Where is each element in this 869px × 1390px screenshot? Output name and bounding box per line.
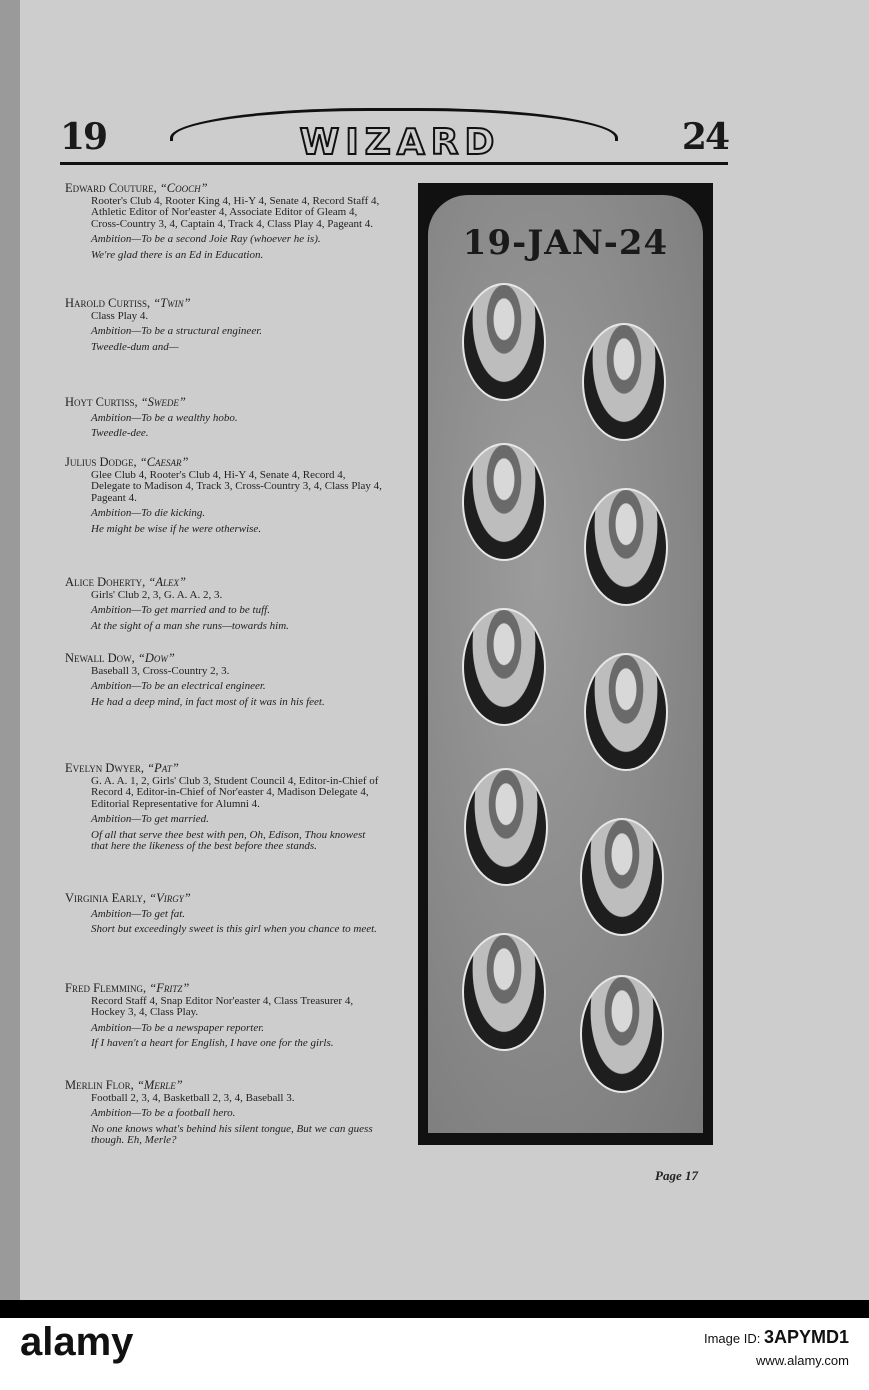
student-quote: We're glad there is an Ed in Education. xyxy=(91,248,264,261)
student-activities: G. A. A. 1, 2, Girls' Club 3, Student Council 4, Editor-in-Chief of Record 4, Editor-in-Chief of Nor'easter 4, Madison Delegate 4, Editorial Representative for Alumni 4. xyxy=(91,774,379,810)
student-activities: Glee Club 4, Rooter's Club 4, Hi-Y 4, Senate 4, Record 4, Delegate to Madison 4, Track 3, Cross-Country 3, 4, Class Play 4, Pageant 4. xyxy=(91,468,382,504)
photo-panel xyxy=(418,183,713,1145)
student-name-text: Edward Couture, xyxy=(65,181,157,195)
photo-panel-title: 19-JAN-24 xyxy=(462,223,669,263)
student-ambition: Ambition—To be a structural engineer. xyxy=(91,325,263,337)
student-name xyxy=(65,893,385,905)
student-ambition: Ambition—To get married and to be tuff. xyxy=(91,604,270,616)
student-ambition: Ambition—To be a second Joie Ray (whoever he is). xyxy=(91,233,321,245)
student-quote: At the sight of a man she runs—towards him. xyxy=(91,619,289,632)
student-nickname: “Merle” xyxy=(136,1078,183,1092)
banner-year-right: 24 xyxy=(681,116,728,158)
student-name-text: Hoyt Curtiss, xyxy=(65,395,138,409)
student-quote: He might be wise if he were otherwise. xyxy=(91,522,262,535)
senior-entry xyxy=(65,577,385,632)
senior-entry xyxy=(65,183,385,261)
student-activities: Class Play 4. xyxy=(91,309,149,322)
student-quote: Tweedle-dum and— xyxy=(91,340,179,353)
page-number: Page 17 xyxy=(655,1168,698,1183)
alamy-url: www.alamy.com xyxy=(756,1353,849,1368)
student-ambition: Ambition—To get married. xyxy=(91,813,209,825)
page-edge xyxy=(0,0,20,1300)
student-quote: Of all that serve thee best with pen, Oh, Edison, Thou knowest that here the likeness of the best before thee stands. xyxy=(91,828,366,852)
wizard-banner xyxy=(60,108,728,170)
photo-panel-background xyxy=(428,195,703,1133)
student-ambition: Ambition—To die kicking. xyxy=(91,507,206,519)
student-name xyxy=(65,763,385,775)
senior-entry xyxy=(65,397,385,440)
banner-year-left: 19 xyxy=(60,116,107,158)
student-activities: Record Staff 4, Snap Editor Nor'easter 4, Class Treasurer 4, Hockey 3, 4, Class Play. xyxy=(91,994,354,1018)
student-nickname: “Pat” xyxy=(147,761,179,775)
senior-entry xyxy=(65,653,385,708)
student-portrait xyxy=(580,818,664,936)
stock-footer xyxy=(0,1300,869,1390)
student-nickname: “Cooch” xyxy=(159,181,208,195)
student-ambition: Ambition—To be a wealthy hobo. xyxy=(91,411,238,424)
student-name-text: Evelyn Dwyer, xyxy=(65,761,144,775)
student-name xyxy=(65,983,385,995)
student-activities: Rooter's Club 4, Rooter King 4, Hi-Y 4, Senate 4, Record Staff 4, Athletic Editor of Nor'easter 4, Associate Editor of Gleam 4, Cross-Country 3, 4, Captain 4, Track 4, Class Play 4, Pageant 4. xyxy=(91,194,380,230)
senior-entry xyxy=(65,983,385,1050)
student-name xyxy=(65,653,385,665)
student-name xyxy=(65,577,385,589)
image-id-label: Image ID: xyxy=(703,1331,761,1346)
student-name xyxy=(65,1080,385,1092)
student-portrait xyxy=(584,653,668,771)
student-nickname: “Swede” xyxy=(140,395,186,409)
student-activities: Girls' Club 2, 3, G. A. A. 2, 3. xyxy=(91,588,223,601)
student-name-text: Fred Flemming, xyxy=(65,981,147,995)
student-ambition: Ambition—To be a football hero. xyxy=(91,1107,236,1119)
student-ambition: Ambition—To be an electrical engineer. xyxy=(91,680,266,692)
senior-entry xyxy=(65,298,385,353)
student-nickname: “Fritz” xyxy=(149,981,190,995)
student-portrait xyxy=(584,488,668,606)
student-name-text: Alice Doherty, xyxy=(65,575,146,589)
senior-entry xyxy=(65,1080,385,1147)
student-nickname: “Virgy” xyxy=(149,891,191,905)
student-name-text: Newall Dow, xyxy=(65,651,135,665)
banner-title: WIZARD xyxy=(299,122,501,163)
senior-entry xyxy=(65,763,385,853)
student-ambition: Ambition—To be a newspaper reporter. xyxy=(91,1021,265,1034)
student-quote: No one knows what's behind his silent tongue, But we can guess though. Eh, Merle? xyxy=(91,1122,373,1146)
student-quote: If I haven't a heart for English, I have one for the girls. xyxy=(91,1037,334,1049)
student-portrait xyxy=(462,443,546,561)
footer-bar xyxy=(0,1300,869,1318)
student-activities: Football 2, 3, 4, Basketball 2, 3, 4, Baseball 3. xyxy=(91,1091,295,1104)
student-nickname: “Dow” xyxy=(137,651,175,665)
student-nickname: “Caesar” xyxy=(139,455,189,469)
alamy-logo: alamy xyxy=(20,1320,134,1364)
student-name-text: Julius Dodge, xyxy=(65,455,137,469)
student-activities: Baseball 3, Cross-Country 2, 3. xyxy=(91,664,230,677)
student-portrait xyxy=(462,283,546,401)
student-quote: Short but exceedingly sweet is this girl when you chance to meet. xyxy=(91,923,377,935)
senior-entry xyxy=(65,893,385,936)
student-ambition: Ambition—To get fat. xyxy=(91,907,186,920)
student-name xyxy=(65,298,385,310)
student-portrait xyxy=(462,608,546,726)
student-portrait xyxy=(462,933,546,1051)
student-portrait xyxy=(580,975,664,1093)
student-name-text: Virginia Early, xyxy=(65,891,147,905)
student-name-text: Merlin Flor, xyxy=(65,1078,134,1092)
image-id-block xyxy=(704,1326,849,1372)
student-portrait xyxy=(464,768,548,886)
student-nickname: “Alex” xyxy=(148,575,186,589)
student-quote: Tweedle-dee. xyxy=(91,427,149,439)
student-portrait xyxy=(582,323,666,441)
student-nickname: “Twin” xyxy=(153,296,191,310)
image-id: 3APYMD1 xyxy=(763,1327,849,1347)
student-name xyxy=(65,183,385,195)
senior-entry xyxy=(65,457,385,535)
student-name-text: Harold Curtiss, xyxy=(65,296,151,310)
student-name xyxy=(65,397,385,409)
student-quote: He had a deep mind, in fact most of it was in his feet. xyxy=(91,695,325,708)
student-name xyxy=(65,457,385,469)
